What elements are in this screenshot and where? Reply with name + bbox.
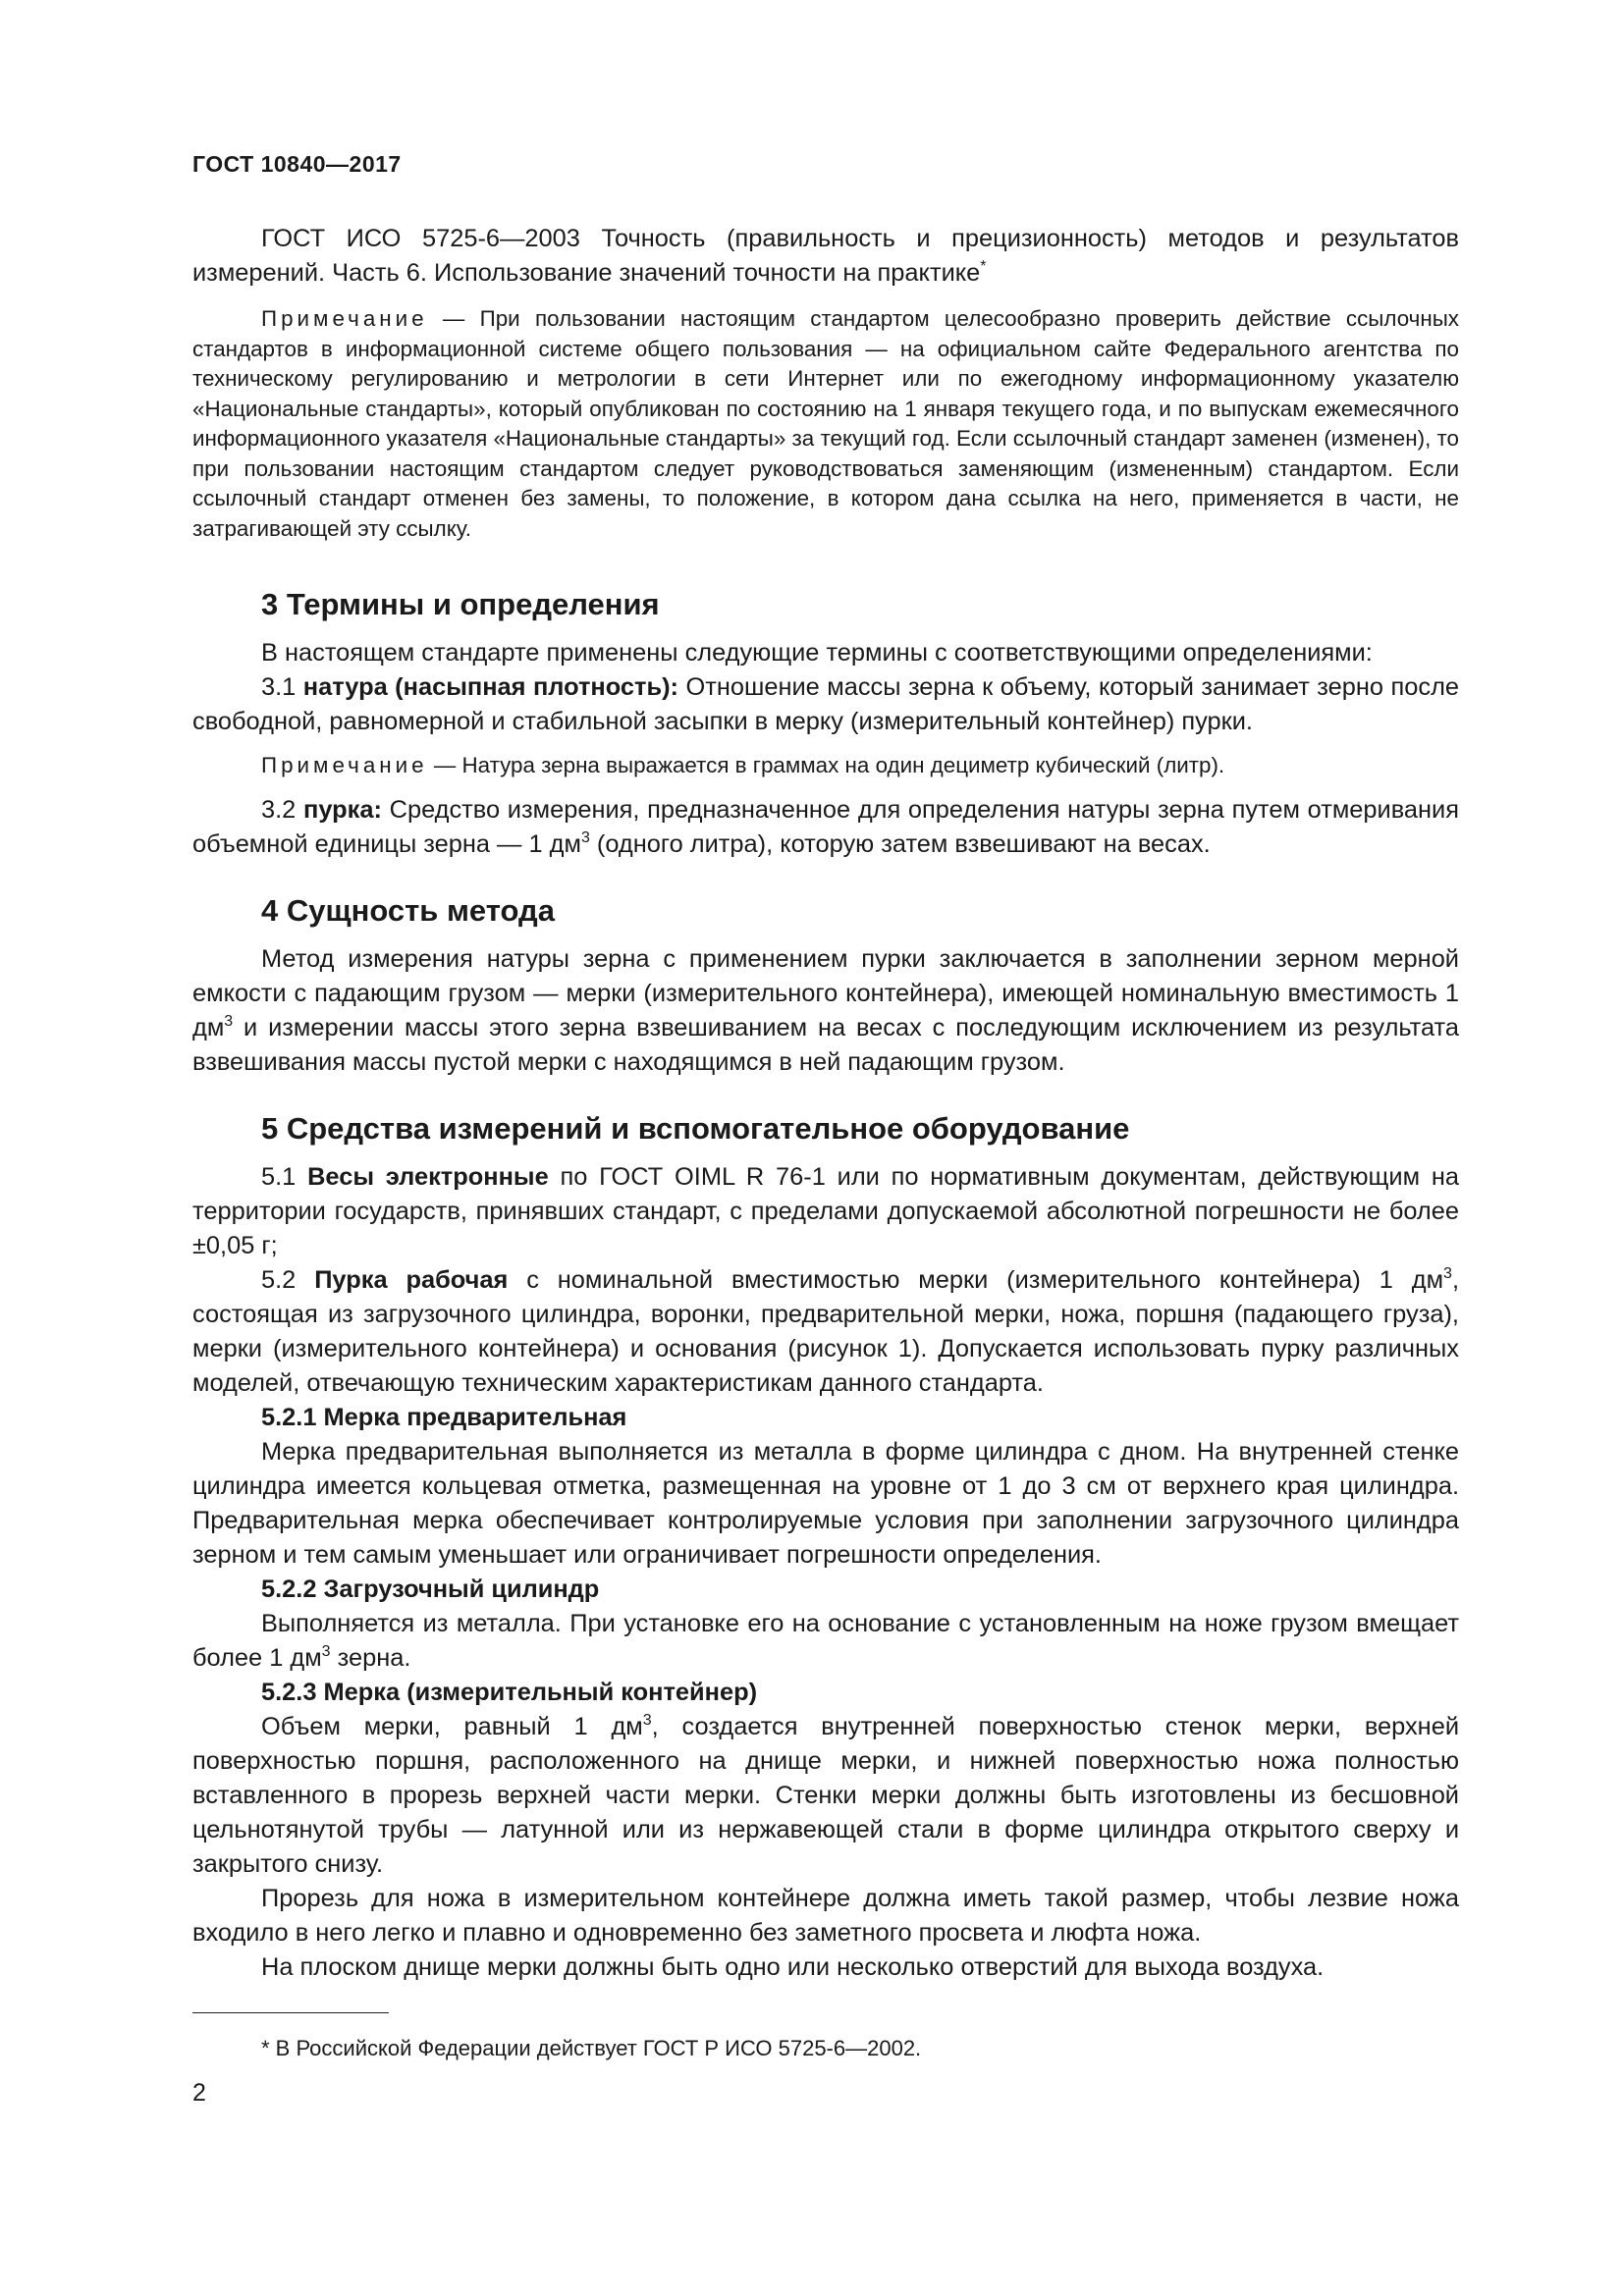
term-3-1-name: натура (насыпная плотность): xyxy=(302,673,678,701)
footnote-separator xyxy=(192,2012,389,2013)
term-3-2 xyxy=(192,793,1459,862)
term-3-2-name: пурка: xyxy=(303,795,382,824)
clause-5-1-term: Весы электронные xyxy=(307,1162,549,1191)
term-3-1-definition: Отношение массы зерна к объему, который занимает зерно после свободной, равномерной и стабильной засыпки в мерку (измерительный контейнер) пурки. xyxy=(192,673,1460,735)
superscript: 3 xyxy=(1443,1264,1452,1282)
clause-5-2-3-text-2: Прорезь для ножа в измерительном контейнере должна иметь такой размер, чтобы лезвие ножа входило в него легко и плавно и одновременно без заметного просвета и люфта ножа. xyxy=(192,1884,1459,1947)
clause-5-2-3-title: 5.2.3 Мерка (измерительный контейнер) xyxy=(261,1678,758,1706)
term-3-2-number: 3.2 xyxy=(261,795,303,824)
normative-reference xyxy=(192,222,1459,291)
note-text: — При пользовании настоящим стандартом целесообразно проверить действие ссылочных стандартов в информационной системе общего пользования — на официальном сайте Федерального агентства по техническому регулированию и метрологии в сети Интернет или по ежегодному информационному указателю «Национальные стандарты», который опубликован по состоянию на 1 января текущего года, и по выпускам ежемесячного информационного указателя «Национальные стандарты» за текущий год. Если ссылочный стандарт заменен (изменен), то при пользовании настоящим стандартом следует руководствоваться заменяющим (измененным) стандартом. Если ссылочный стандарт отменен без замены, то положение, в котором дана ссылка на него, применяется в части, не затрагивающей эту ссылку. xyxy=(192,306,1459,541)
clause-5-2-3-text-3: На плоском днище мерки должны быть одно или несколько отверстий для выхода воздуха. xyxy=(261,1952,1325,1981)
superscript: 3 xyxy=(642,1711,652,1729)
clause-5-2-1-title: 5.2.1 Мерка предварительная xyxy=(261,1403,627,1431)
clause-5-2-term: Пурка рабочая xyxy=(314,1265,509,1294)
clause-5-2-2-text-b: зерна. xyxy=(330,1643,411,1672)
clause-5-1 xyxy=(192,1160,1459,1263)
term-3-1-number: 3.1 xyxy=(261,673,303,701)
note-label: Примечание xyxy=(261,753,428,777)
footnote: * В Российской Федерации действует ГОСТ Р ИСО 5725-6—2002. xyxy=(261,2036,922,2060)
page-content xyxy=(192,222,1459,1985)
section-4-text-b: и измерении массы этого зерна взвешиванием на весах с последующим исключением из результата взвешивания массы пустой мерки с находящимся в ней падающим грузом. xyxy=(192,1013,1459,1076)
term-3-2-definition-b: (одного литра), которую затем взвешивают на весах. xyxy=(589,829,1211,858)
clause-5-2-3-text-b: , создается внутренней поверхностью стенок мерки, верхней поверхностью поршня, расположенного на днище мерки, и нижней поверхностью ножа полностью вставленного в прорезь верхней части мерки. Стенки мерки должны быть изготовлены из бесшовной цельнотянутой трубы — латунной или из нержавеющей стали в форме цилиндра открытого сверху и закрытого снизу. xyxy=(192,1712,1460,1878)
clause-5-1-number: 5.1 xyxy=(261,1162,308,1191)
section-4-text xyxy=(192,942,1459,1080)
term-3-1-note xyxy=(192,751,1459,781)
footnote-mark: * xyxy=(980,258,987,275)
section-4-text-a: Метод измерения натуры зерна с применением пурки заключается в заполнении зерном мерной емкости с падающим грузом — мерки (измерительного контейнера), имеющей номинальную вместимость 1 дм xyxy=(192,944,1459,1041)
note-text: — Натура зерна выражается в граммах на один дециметр кубический (литр). xyxy=(427,753,1225,777)
clause-5-2-3-text xyxy=(192,1710,1459,1882)
clause-5-2-2-text-a: Выполняется из металла. При установке его на основание с установленным на ноже грузом вмещает более 1 дм xyxy=(192,1609,1459,1672)
clause-5-2-number: 5.2 xyxy=(261,1265,315,1294)
clause-5-2-1-text: Мерка предварительная выполняется из металла в форме цилиндра с дном. На внутренней стенке цилиндра имеется кольцевая отметка, размещенная на уровне от 1 до 3 см от верхнего края цилиндра. Предварительная мерка обеспечивает контролируемые условия при заполнении загрузочного цилиндра зерном и тем самым уменьшает или ограничивает погрешности определения. xyxy=(192,1437,1459,1569)
reference-text: ГОСТ ИСО 5725-6—2003 Точность (правильность и прецизионность) методов и результатов измерений. Часть 6. Использование значений точности на практике xyxy=(192,225,1459,287)
superscript: 3 xyxy=(224,1012,234,1030)
page-number: 2 xyxy=(192,2079,206,2107)
reference-note xyxy=(192,304,1459,544)
superscript: 3 xyxy=(580,828,590,846)
clause-5-2-text-a: с номинальной вместимостью мерки (измерительного контейнера) 1 дм xyxy=(508,1265,1444,1294)
clause-5-2-2-text xyxy=(192,1607,1459,1676)
note-label: Примечание xyxy=(261,306,428,331)
clause-5-2 xyxy=(192,1263,1459,1401)
clause-5-2-text-b: , состоящая из загрузочного цилиндра, воронки, предварительной мерки, ножа, поршня (падающего груза), мерки (измерительного контейнера) и основания (рисунок 1). Допускается использовать пурку различных моделей, отвечающую техническим характеристикам данного стандарта. xyxy=(192,1265,1459,1397)
section-3-title: 3 Термины и определения xyxy=(261,587,660,621)
section-5-title: 5 Средства измерений и вспомогательное оборудование xyxy=(261,1110,1130,1146)
term-3-1 xyxy=(192,670,1459,739)
clause-5-2-3-text-a: Объем мерки, равный 1 дм xyxy=(261,1712,643,1740)
superscript: 3 xyxy=(321,1642,331,1660)
clause-5-2-2-title: 5.2.2 Загрузочный цилиндр xyxy=(261,1575,600,1603)
section-3-intro: В настоящем стандарте применены следующие термины с соответствующими определениями: xyxy=(261,639,1373,667)
term-3-2-definition-a: Средство измерения, предназначенное для определения натуры зерна путем отмеривания объемной единицы зерна — 1 дм xyxy=(192,795,1459,858)
clause-5-1-text: по ГОСТ OIML R 76-1 или по нормативным документам, действующим на территории государств, принявших стандарт, с пределами допускаемой абсолютной погрешности не более ±0,05 г; xyxy=(192,1162,1459,1259)
document-code-header: ГОСТ 10840—2017 xyxy=(192,151,402,177)
section-4-title: 4 Сущность метода xyxy=(261,892,555,928)
